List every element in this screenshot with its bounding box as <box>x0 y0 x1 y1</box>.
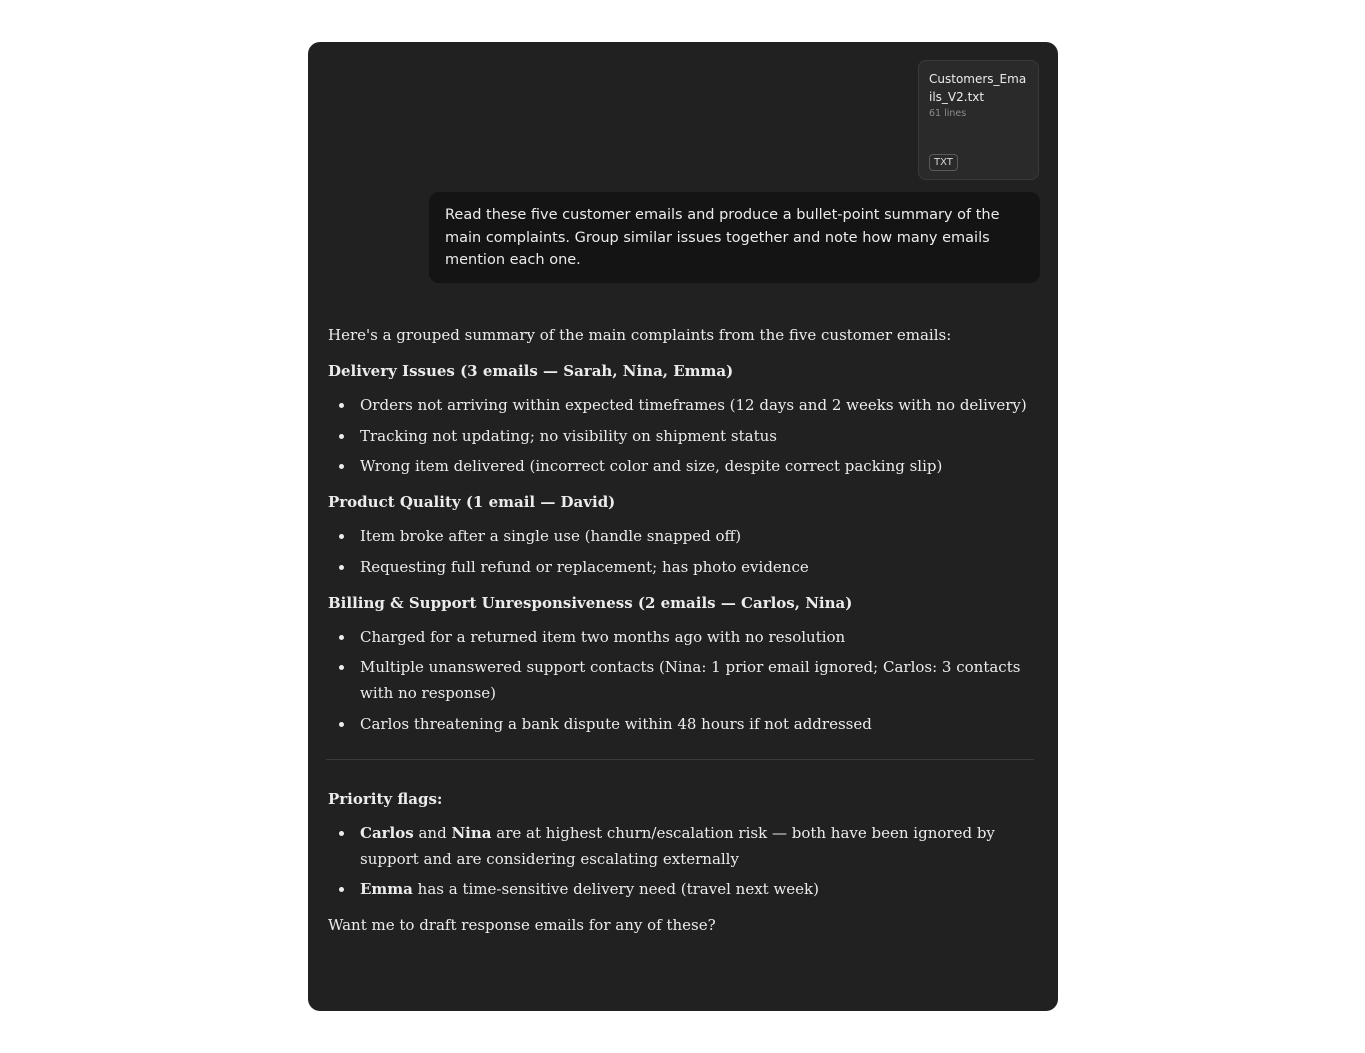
attachment-line-count: 61 lines <box>929 108 967 119</box>
list-item: Orders not arriving within expected timeframes (12 days and 2 weeks with no delivery) <box>328 392 1038 418</box>
horizontal-divider <box>326 759 1034 760</box>
bullet-list <box>328 523 1038 580</box>
list-item: Tracking not updating; no visibility on shipment status <box>328 423 1038 449</box>
response-intro: Here's a grouped summary of the main complaints from the five customer emails: <box>328 326 952 344</box>
list-item: Charged for a returned item two months ago with no resolution <box>328 624 1038 650</box>
list-item <box>328 876 1038 902</box>
list-item: Requesting full refund or replacement; has photo evidence <box>328 554 1038 580</box>
attachment-filename: Customers_Emails_V2.txt <box>929 72 1027 104</box>
section-heading: Delivery Issues (3 emails — Sarah, Nina, Emma) <box>328 362 734 380</box>
bullet-list <box>328 624 1038 737</box>
chat-window <box>308 42 1058 1011</box>
list-item: Wrong item delivered (incorrect color and size, despite correct packing slip) <box>328 453 1038 479</box>
list-item: Multiple unanswered support contacts (Nina: 1 prior email ignored; Carlos: 3 contacts with no response) <box>328 654 1038 706</box>
section-heading: Billing & Support Unresponsiveness (2 emails — Carlos, Nina) <box>328 593 853 612</box>
list-item: Item broke after a single use (handle snapped off) <box>328 523 1038 549</box>
priority-heading: Priority flags: <box>328 789 443 808</box>
text-span: and <box>413 823 452 842</box>
file-attachment-card[interactable] <box>918 60 1039 180</box>
text-span: are at highest churn/escalation risk — both have been ignored by support and are considering escalating externally <box>360 823 995 868</box>
section-heading: Product Quality (1 email — David) <box>328 493 616 511</box>
text-span: has a time-sensitive delivery need (travel next week) <box>412 880 819 898</box>
priority-list <box>328 820 1038 903</box>
assistant-response <box>328 322 1038 938</box>
customer-name: Emma <box>360 880 413 898</box>
bullet-list <box>328 392 1038 479</box>
customer-name: Nina <box>451 823 492 842</box>
list-item <box>328 820 1038 872</box>
user-message-bubble: Read these five customer emails and produce a bullet-point summary of the main complaints. Group similar issues together and note how many emails mention each one. <box>429 192 1040 283</box>
file-type-badge: TXT <box>929 154 958 171</box>
list-item: Carlos threatening a bank dispute within 48 hours if not addressed <box>328 711 1038 737</box>
complaint-group-delivery <box>328 358 1038 479</box>
customer-name: Carlos <box>360 823 414 842</box>
complaint-group-quality <box>328 489 1038 580</box>
complaint-group-billing <box>328 590 1038 737</box>
response-closing: Want me to draft response emails for any of these? <box>328 916 716 934</box>
